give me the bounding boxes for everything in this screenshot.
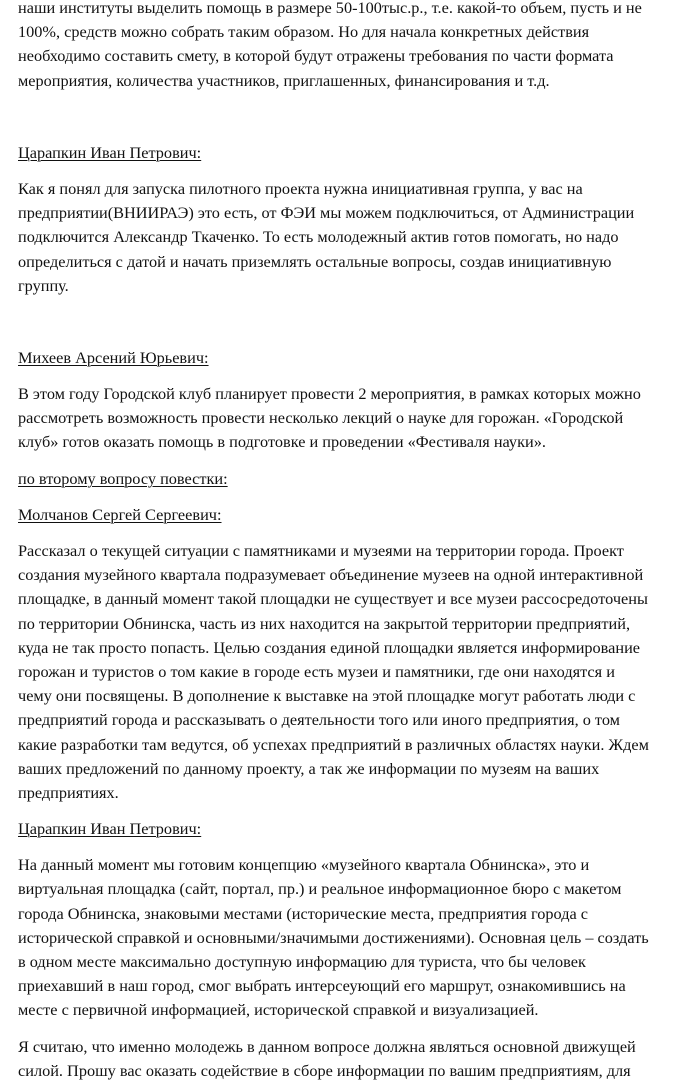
speaker-paragraph	[18, 177, 678, 298]
text-line: приехавший в наш город, смог выбрать интерсеующий его маршрут, ознакомившись на	[18, 976, 626, 996]
text-line: по территории Обнинска, часть из них находится на закрытой территории предприятий,	[18, 613, 631, 633]
speaker-paragraph	[18, 853, 678, 1022]
text-line: определиться с датой и начать приземлять остальные вопросы, создав инициативную	[18, 251, 612, 271]
text-line: подключится Александр Ткаченко. То есть молодежный актив готов помогать, но надо	[18, 227, 619, 247]
speaker-name: Молчанов Сергей Сергеевич:	[18, 504, 222, 524]
speaker-name: Михеев Арсений Юрьевич:	[18, 347, 209, 367]
text-line: виртуальная площадка (сайт, портал, пр.) и реальное информационное бюро с макетом	[18, 879, 622, 899]
document-page	[18, 0, 678, 1083]
text-line: силой. Прошу вас оказать содействие в сборе информации по вашим предприятиям, для	[18, 1060, 631, 1080]
closing-paragraph	[18, 1035, 678, 1083]
text-line: На данный момент мы готовим концепцию «музейного квартала Обнинска», это и	[18, 855, 590, 875]
speaker-heading	[18, 817, 678, 841]
text-line: ваших предложений по данному проекту, а так же информации по музеям на ваших	[18, 758, 600, 778]
speaker-heading	[18, 503, 678, 527]
text-line: В этом году Городской клуб планирует провести 2 мероприятия, в рамках которых можно	[18, 384, 641, 404]
agenda-heading	[18, 467, 678, 491]
text-line: в одном месте максимально доступную информацию для туриста, что бы человек	[18, 952, 586, 971]
text-line: горожан и туристов о том какие в городе есть музеи и памятники, где они находятся и	[18, 661, 615, 681]
speaker-paragraph	[18, 382, 678, 455]
text-line: рассмотреть возможность провести несколько лекций о науке для горожан. «Городской	[18, 408, 624, 428]
speaker-name: Царапкин Иван Петрович:	[18, 142, 202, 162]
text-line: предприятий города и рассказывать о деятельности того или иного предприятия, о том	[18, 710, 620, 730]
speaker-paragraph	[18, 539, 678, 805]
text-line: чему они посвящены. В дополнение к выставке на этой площадке могут работать люди с	[18, 686, 636, 706]
text-line: города Обнинска, знаковыми местами (исторические места, предприятия города с	[18, 903, 589, 923]
text-line: необходимо составить смету, в которой будут отражены требования по части формата	[18, 46, 614, 66]
speaker-heading	[18, 346, 678, 370]
text-line: 100%, средств можно собрать таким образом. Но для начала конкретных действия	[18, 22, 590, 42]
text-line: создания музейного квартала подразумевает объединение музеев на одной интерактивной	[18, 565, 644, 585]
text-line: предприятии(ВНИИРАЭ) это есть, от ФЭИ мы можем подключиться, от Администрации	[18, 203, 635, 223]
text-line: Рассказал о текущей ситуации с памятниками и музеями на территории города. Проект	[18, 541, 624, 560]
text-line: исторической справкой и основными/значимыми достижениями). Основная цель – создать	[18, 927, 649, 947]
text-line: клуб» готов оказать помощь в подготовке и проведении «Фестиваля науки».	[18, 432, 546, 452]
text-line: предприятиях.	[18, 782, 119, 802]
intro-paragraph	[18, 0, 678, 93]
text-line: Как я понял для запуска пилотного проекта нужна инициативная группа, у вас на	[18, 178, 583, 198]
text-line: Я считаю, что именно молодежь в данном вопросе должна являться основной движущей	[18, 1036, 636, 1056]
agenda-heading-text: по второму вопросу повестки:	[18, 468, 228, 488]
text-line: месте с первичной информацией, исторической справкой и визуализацией.	[18, 1000, 539, 1020]
text-line: куда не так просто попасть. Целью создания единой площадки является информирование	[18, 637, 641, 657]
text-line: какие разработки там ведутся, об успехах предприятий в различных областях науки. Ждем	[18, 734, 649, 754]
text-line: площадке, в данный момент такой площадки не существует и все музеи рассосредоточены	[18, 589, 648, 609]
text-line: мероприятия, количества участников, приглашенных, финансирования и т.д.	[18, 70, 550, 90]
speaker-name: Царапкин Иван Петрович:	[18, 819, 202, 839]
speaker-heading	[18, 141, 678, 165]
text-line: наши институты выделить помощь в размере 50-100тыс.р., т.е. какой-то объем, пусть и не	[18, 0, 642, 17]
text-line: группу.	[18, 275, 69, 295]
